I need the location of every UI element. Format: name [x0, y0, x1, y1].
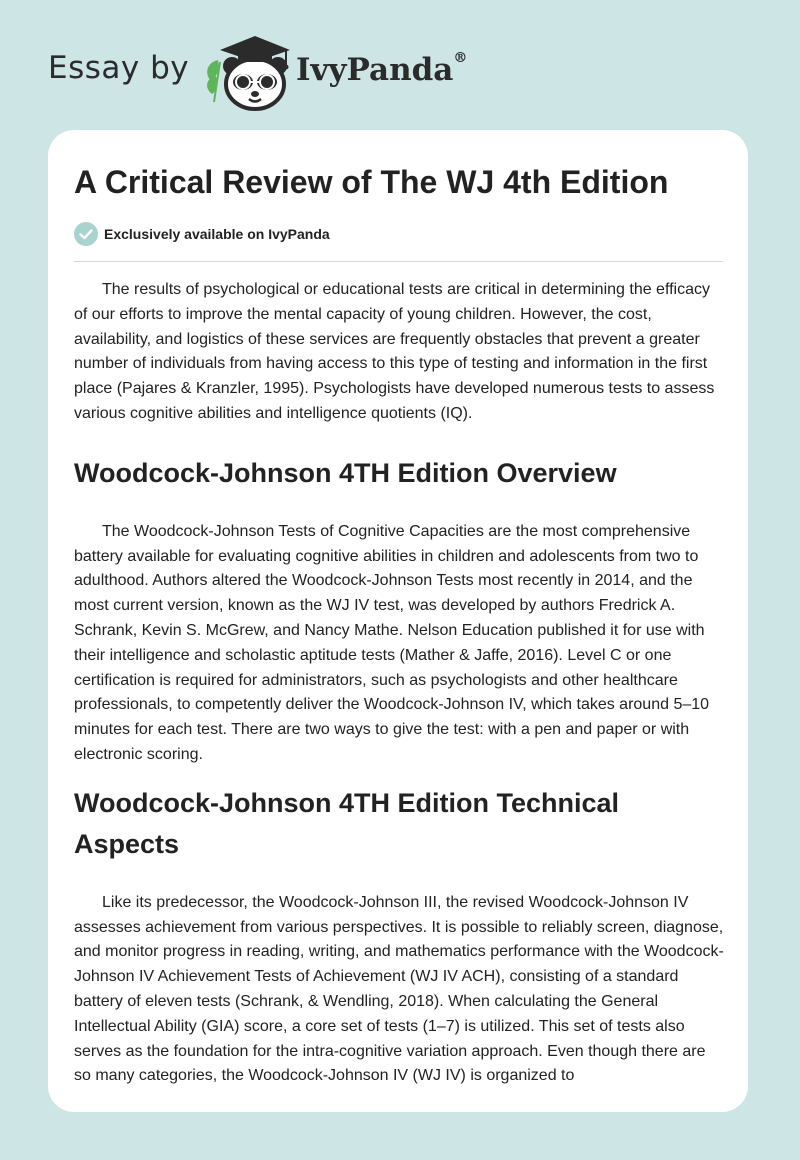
exclusive-badge	[74, 222, 330, 246]
registered-mark: ®	[453, 50, 468, 66]
site-header	[0, 0, 800, 130]
brand-text: IvyPanda	[296, 52, 454, 88]
article-body	[74, 278, 724, 1089]
page-title: A Critical Review of The WJ 4th Edition	[74, 164, 669, 200]
check-circle-icon	[74, 222, 98, 246]
essay-card	[48, 130, 748, 1112]
heading-technical-aspects: Woodcock-Johnson 4TH Edition Technical Aspects	[74, 787, 620, 859]
paragraph-overview: The Woodcock-Johnson Tests of Cognitive Capacities are the most comprehensive battery available for evaluating cognitive abilities in children and adolescents from two to adulthood. Authors altered the Woodcock-Johnson Tests most recently in 2014, and the most current version, known as the WJ IV test, was developed by authors Fredrick A. Schrank, Kevin S. McGrew, and Nancy Mathe. Nelson Education published it for use with their intelligence and scholastic aptitude tests (Mather & Jaffe, 2016). Level C or one certification is required for administrators, such as psychologists and other healthcare professionals, to competently deliver the Woodcock-Johnson IV, which takes around 5–10 minutes for each test. There are two ways to give the test: with a pen and paper or with electronic scoring.	[74, 522, 710, 763]
badge-label: Exclusively available on IvyPanda	[104, 226, 330, 242]
paragraph-technical-aspects: Like its predecessor, the Woodcock-Johnson III, the revised Woodcock-Johnson IV assesses achievement from various perspectives. It is possible to reliably screen, diagnose, and monitor progress in reading, writing, and mathematics performance with the Woodcock-Johnson IV Achievement Tests of Achievement (WJ IV ACH), consisting of a standard battery of eleven tests (Schrank, & Wendling, 2018). When calculating the General Intellectual Ability (GIA) score, a core set of tests (1–7) is utilized. This set of tests also serves as the foundation for the intra-cognitive variation approach. Even though there are so many categories, the Woodcock-Johnson IV (WJ IV) is organized to	[74, 893, 724, 1085]
divider	[74, 261, 723, 262]
panda-logo-icon[interactable]	[198, 32, 298, 112]
heading-overview: Woodcock-Johnson 4TH Edition Overview	[74, 457, 617, 488]
brand-name[interactable]	[296, 52, 467, 88]
paragraph-intro: The results of psychological or educational tests are critical in determining the efficacy of our efforts to improve the mental capacity of young children. However, the cost, availability, and logistics of these services are frequently obstacles that prevent a greater number of individuals from having access to this type of testing and information in the first place (Pajares & Kranzler, 1995). Psychologists have developed numerous tests to assess various cognitive abilities and intelligence quotients (IQ).	[74, 281, 715, 422]
essay-by-label: Essay by	[48, 50, 190, 86]
